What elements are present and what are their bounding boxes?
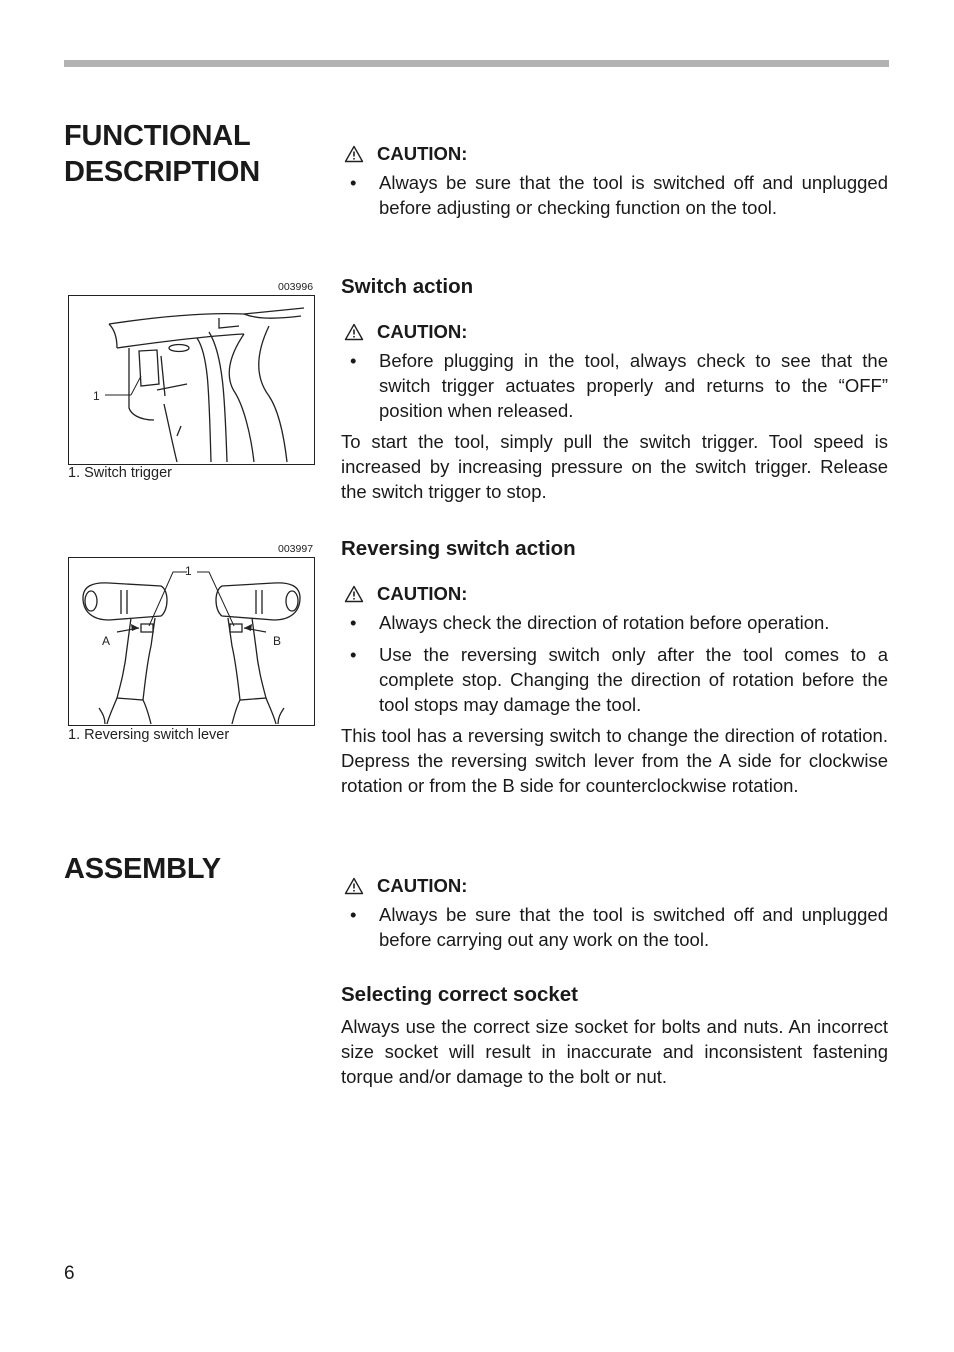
- caution-heading: [341, 320, 888, 344]
- figure-1-caption: 1. Switch trigger: [68, 465, 172, 481]
- list-item: [341, 170, 888, 220]
- list-item: [341, 348, 888, 423]
- bullet-dot: •: [350, 172, 357, 193]
- reversing-switch-section: [341, 536, 888, 798]
- caution-heading: [341, 142, 888, 166]
- caution-label: CAUTION:: [377, 875, 468, 896]
- socket-section: [341, 982, 888, 1089]
- warning-triangle-icon: [344, 585, 364, 603]
- figure-2-label-b: B: [273, 634, 282, 648]
- switch-action-paragraph: To start the tool, simply pull the switch trigger. Tool speed is increased by increasing pressure on the switch trigger. Release the switch trigger to stop.: [341, 431, 888, 502]
- warning-triangle-icon: [344, 145, 364, 163]
- caution-heading: [341, 874, 888, 898]
- bullet-dot: •: [350, 644, 357, 665]
- functional-description-heading: [64, 118, 260, 190]
- bullet-text: Always be sure that the tool is switched off and unplugged before adjusting or checking function on the tool.: [379, 172, 888, 218]
- page-number: 6: [64, 1263, 75, 1284]
- caution-heading: [341, 582, 888, 606]
- bullet-text: Before plugging in the tool, always check to see that the switch trigger actuates properly and returns to the “OFF” position when released.: [379, 350, 888, 421]
- bullet-text: Use the reversing switch only after the tool comes to a complete stop. Changing the direction of rotation before the tool stops may damage the tool.: [379, 644, 888, 715]
- figure-1-code: 003996: [278, 281, 314, 293]
- caution-label: CAUTION:: [377, 321, 468, 342]
- list-item: [341, 610, 888, 635]
- assembly-caution-block: [341, 874, 888, 952]
- figure-2-code: 003997: [278, 543, 314, 555]
- reversing-switch-illustration: [69, 558, 314, 725]
- reversing-switch-title: Reversing switch action: [341, 537, 576, 560]
- switch-trigger-illustration: [69, 296, 314, 464]
- socket-paragraph: Always use the correct size socket for bolts and nuts. An incorrect size socket will result in inaccurate and inconsistent fastening torque and/or damage to the bolt or nut.: [341, 1016, 888, 1087]
- top-rule: [64, 60, 889, 67]
- figure-2-reversing-switch: [68, 557, 315, 726]
- bullet-text: Always check the direction of rotation before operation.: [379, 612, 830, 633]
- figure-1-switch-trigger: [68, 295, 315, 465]
- caution-label: CAUTION:: [377, 143, 468, 164]
- heading-line-2: DESCRIPTION: [64, 156, 260, 188]
- bullet-text: Always be sure that the tool is switched off and unplugged before carrying out any work on the tool.: [379, 904, 888, 950]
- socket-title: Selecting correct socket: [341, 983, 578, 1006]
- list-item: [341, 902, 888, 952]
- caution-label: CAUTION:: [377, 583, 468, 604]
- switch-action-section: [341, 274, 888, 504]
- bullet-dot: •: [350, 612, 357, 633]
- bullet-dot: •: [350, 904, 357, 925]
- reversing-switch-paragraph: This tool has a reversing switch to change the direction of rotation. Depress the reversing switch lever from the A side for clockwise rotation or from the B side for counterclockwise rotation.: [341, 725, 888, 796]
- heading-line-1: FUNCTIONAL: [64, 120, 251, 152]
- figure-2-caption: 1. Reversing switch lever: [68, 727, 230, 743]
- list-item: [341, 642, 888, 717]
- switch-action-title: Switch action: [341, 275, 474, 298]
- assembly-heading: ASSEMBLY: [64, 853, 221, 885]
- intro-caution-block: [341, 142, 888, 220]
- warning-triangle-icon: [344, 877, 364, 895]
- warning-triangle-icon: [344, 323, 364, 341]
- bullet-dot: •: [350, 350, 357, 371]
- figure-1-callout: 1: [93, 389, 100, 403]
- figure-2-label-a: A: [102, 634, 111, 648]
- figure-2-callout: 1: [185, 564, 192, 578]
